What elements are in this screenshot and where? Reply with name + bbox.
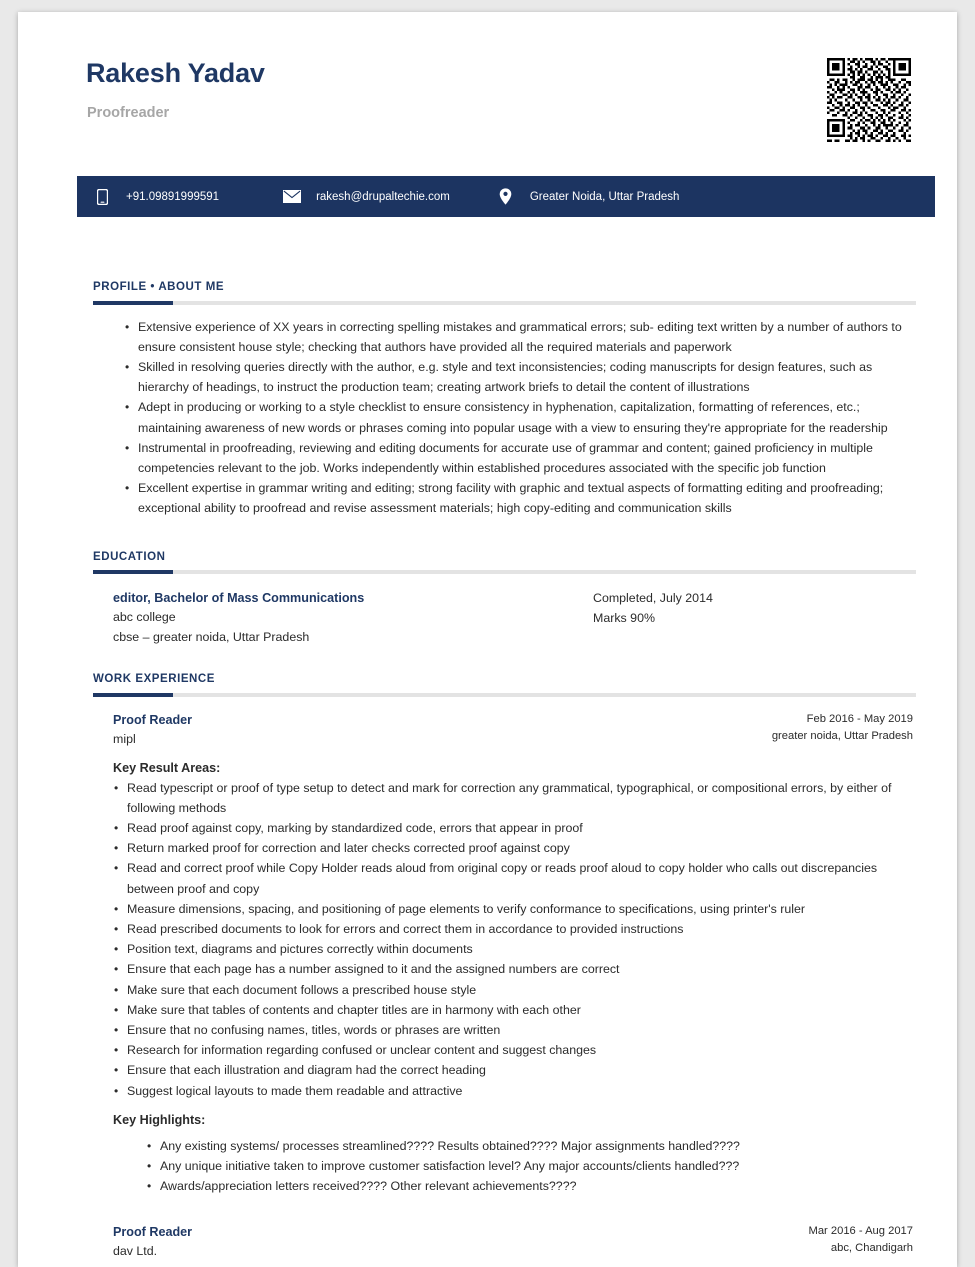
list-item: • Research for information regarding confused or unclear content and suggest changes: [113, 1040, 913, 1060]
work-company: dav Ltd.: [113, 1244, 158, 1259]
profile-section: [18, 282, 957, 519]
list-item: • Read proof against copy, marking by standardized code, errors that appear in proof: [113, 818, 913, 838]
work-entry: [93, 711, 913, 1197]
list-item: • Ensure that each page has a number assigned to it and the assigned numbers are correct: [113, 959, 913, 979]
education-marks: Marks 90%: [593, 610, 655, 625]
list-item: • Read and correct proof while Copy Holder reads aloud from original copy or reads proof aloud to copy holder who calls out discrepancies between proof and copy: [113, 858, 913, 898]
list-item: • Read prescribed documents to look for errors and correct them in accordance to provided instructions: [113, 919, 913, 939]
qr-code: [827, 58, 911, 142]
contact-email-text: rakesh@drupaltechie.com: [316, 190, 450, 203]
work-job-title: Proof Reader: [113, 1225, 193, 1240]
contact-location-text: Greater Noida, Uttar Pradesh: [529, 190, 680, 203]
education-section-title: EDUCATION: [93, 550, 166, 563]
list-item: • Make sure that each document follows a prescribed house style: [113, 980, 913, 1000]
page-title: Rakesh Yadav: [86, 58, 265, 88]
education-board: cbse – greater noida, Uttar Pradesh: [113, 629, 310, 644]
work-entry-header-left: [113, 1223, 653, 1261]
work-job-title: Proof Reader: [113, 712, 193, 727]
section-divider: [93, 693, 916, 697]
resume-content: [18, 217, 957, 1261]
list-item: • Instrumental in proofreading, reviewing and editing documents for accurate use of grammar and content; gained proficiency in multiple competencies relevant to the job. Works independently within established procedures associated with the specific job function: [124, 438, 910, 478]
resume-header: [18, 12, 957, 120]
contact-bar: [77, 176, 935, 217]
list-item: • Extensive experience of XX years in correcting spelling mistakes and grammatical errors; sub- editing text written by a number of authors to ensure consistent house style; checking that authors have provided all the required materials and paperwork: [124, 317, 910, 357]
list-item: • Any existing systems/ processes streamlined???? Results obtained???? Major assignments handled????: [146, 1136, 913, 1156]
list-item: • Ensure that no confusing names, titles, words or phrases are written: [113, 1020, 913, 1040]
contact-email[interactable]: [282, 188, 450, 206]
education-completion: Completed, July 2014: [593, 591, 713, 606]
section-divider: [93, 301, 916, 305]
contact-phone-text: +91.09891999591: [126, 190, 220, 203]
education-entry: [93, 589, 913, 647]
list-item: • Adept in producing or working to a style checklist to ensure consistency in hyphenation, capitalization, formatting of references, etc.; maintaining awareness of new words or phrases coming into popular usage with a view to ensuring they're appropriate for the readership: [124, 397, 910, 437]
list-item: • Read typescript or proof of type setup to detect and mark for correction any grammatical, typographical, or compositional errors, by either of following methods: [113, 778, 913, 818]
work-entry-header-left: [113, 711, 653, 749]
list-item: • Suggest logical layouts to made them readable and attractive: [113, 1081, 913, 1101]
resume-page: [18, 12, 957, 1267]
list-item: • Measure dimensions, spacing, and positioning of page elements to verify conformance to specifications, using printer's ruler: [113, 899, 913, 919]
key-result-areas-list: [113, 778, 913, 1101]
envelope-icon: [282, 188, 302, 206]
list-item: • Any unique initiative taken to improve customer satisfaction level? Any major accounts/clients handled???: [146, 1156, 913, 1176]
job-role-subtitle: Proofreader: [87, 105, 170, 121]
phone-icon: [92, 188, 112, 206]
list-item: • Skilled in resolving queries directly with the author, e.g. style and text inconsistencies; coding manuscripts for design features, such as hierarchy of headings, to instruct the production team; creating artwork briefs to detail the content of illustrations: [124, 357, 910, 397]
list-item: • Awards/appreciation letters received???? Other relevant achievements????: [146, 1176, 913, 1196]
key-highlights-list: [113, 1136, 913, 1197]
profile-bullet-list: [93, 317, 913, 519]
list-item: • Position text, diagrams and pictures correctly within documents: [113, 939, 913, 959]
work-entry-header-right: [653, 711, 913, 745]
work-dates: Mar 2016 - Aug 2017: [808, 1225, 913, 1238]
education-entry-right: [593, 589, 913, 647]
map-pin-icon: [496, 188, 516, 206]
work-location: greater noida, Uttar Pradesh: [771, 729, 913, 742]
work-entry-header: [113, 711, 913, 749]
contact-phone[interactable]: [92, 188, 219, 206]
education-entry-left: [113, 589, 593, 647]
work-entry: [93, 1223, 913, 1261]
key-highlights-label: Key Highlights:: [113, 1112, 206, 1127]
list-item: • Return marked proof for correction and later checks corrected proof against copy: [113, 838, 913, 858]
education-section: [18, 552, 957, 648]
work-section-title: WORK EXPERIENCE: [93, 673, 215, 686]
work-entry-header-right: [653, 1223, 913, 1257]
work-experience-section: [18, 674, 957, 1261]
list-item: • Ensure that each illustration and diagram had the correct heading: [113, 1060, 913, 1080]
work-location: abc, Chandigarh: [830, 1242, 913, 1255]
profile-section-title: PROFILE • ABOUT ME: [93, 281, 225, 293]
list-item: • Excellent expertise in grammar writing and editing; strong facility with graphic and textual aspects of formatting editing and proofreading; exceptional ability to proofread and revise assessment materials; high copy-editing and communication skills: [124, 478, 910, 518]
education-degree: editor, Bachelor of Mass Communications: [113, 591, 365, 606]
list-item: • Make sure that tables of contents and chapter titles are in harmony with each other: [113, 1000, 913, 1020]
key-result-areas-label: Key Result Areas:: [113, 760, 221, 775]
work-company: mipl: [113, 731, 136, 746]
education-institution: abc college: [113, 610, 176, 625]
work-entry-header: [113, 1223, 913, 1261]
work-dates: Feb 2016 - May 2019: [806, 712, 913, 725]
contact-location[interactable]: [496, 188, 680, 206]
section-divider: [93, 570, 916, 574]
